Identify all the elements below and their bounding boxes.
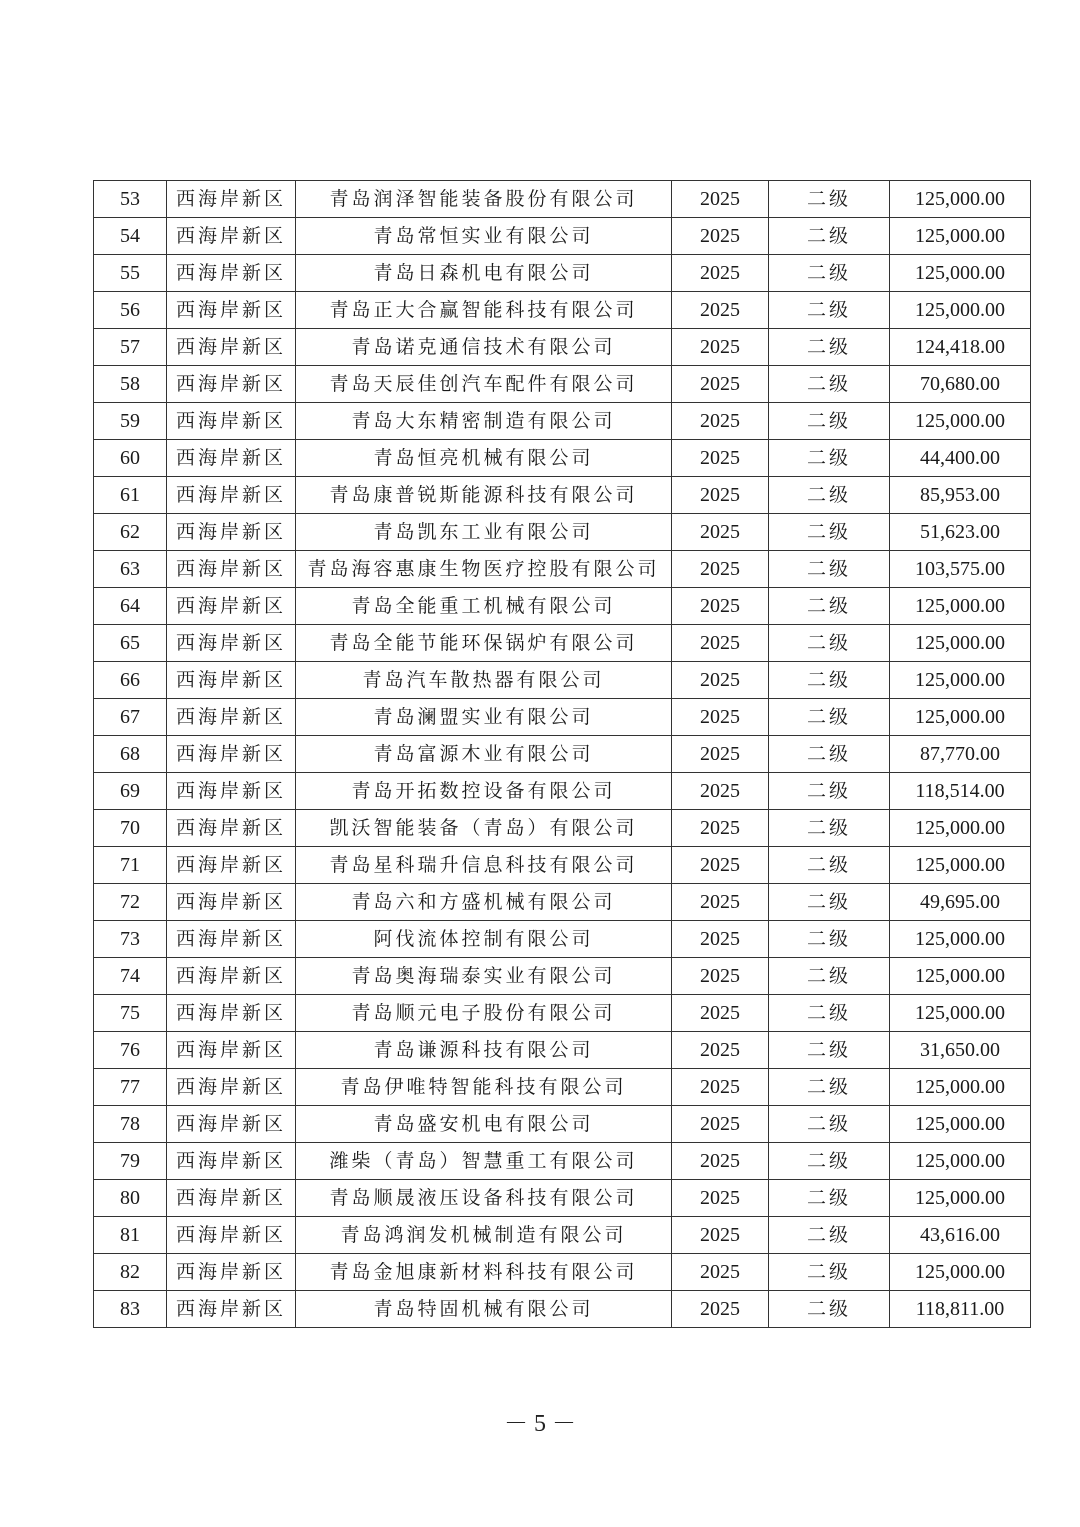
- year-cell: 2025: [672, 255, 769, 292]
- district-cell: 西海岸新区: [167, 810, 296, 847]
- row-number-cell: 60: [94, 440, 167, 477]
- table-row: [94, 551, 1031, 588]
- district-cell: 西海岸新区: [167, 1143, 296, 1180]
- table-row: [94, 366, 1031, 403]
- row-number-cell: 73: [94, 921, 167, 958]
- company-name-cell: 青岛凯东工业有限公司: [296, 514, 672, 551]
- level-cell: 二级: [769, 181, 890, 218]
- company-name-cell: 青岛澜盟实业有限公司: [296, 699, 672, 736]
- company-table: [93, 180, 1031, 1328]
- level-cell: 二级: [769, 514, 890, 551]
- level-cell: 二级: [769, 1032, 890, 1069]
- company-name-cell: 青岛正大合赢智能科技有限公司: [296, 292, 672, 329]
- row-number-cell: 59: [94, 403, 167, 440]
- table-row: [94, 884, 1031, 921]
- company-name-cell: 青岛日森机电有限公司: [296, 255, 672, 292]
- level-cell: 二级: [769, 477, 890, 514]
- level-cell: 二级: [769, 366, 890, 403]
- amount-cell: 31,650.00: [890, 1032, 1031, 1069]
- company-name-cell: 青岛汽车散热器有限公司: [296, 662, 672, 699]
- table-row: [94, 440, 1031, 477]
- amount-cell: 125,000.00: [890, 292, 1031, 329]
- level-cell: 二级: [769, 218, 890, 255]
- year-cell: 2025: [672, 810, 769, 847]
- row-number-cell: 68: [94, 736, 167, 773]
- company-name-cell: 青岛全能重工机械有限公司: [296, 588, 672, 625]
- table-row: [94, 477, 1031, 514]
- year-cell: 2025: [672, 736, 769, 773]
- amount-cell: 124,418.00: [890, 329, 1031, 366]
- row-number-cell: 67: [94, 699, 167, 736]
- year-cell: 2025: [672, 773, 769, 810]
- table-row: [94, 810, 1031, 847]
- level-cell: 二级: [769, 958, 890, 995]
- level-cell: 二级: [769, 255, 890, 292]
- table-row: [94, 1217, 1031, 1254]
- district-cell: 西海岸新区: [167, 403, 296, 440]
- year-cell: 2025: [672, 884, 769, 921]
- year-cell: 2025: [672, 662, 769, 699]
- year-cell: 2025: [672, 181, 769, 218]
- table-row: [94, 958, 1031, 995]
- amount-cell: 125,000.00: [890, 1106, 1031, 1143]
- year-cell: 2025: [672, 1069, 769, 1106]
- company-name-cell: 青岛全能节能环保锅炉有限公司: [296, 625, 672, 662]
- district-cell: 西海岸新区: [167, 1180, 296, 1217]
- level-cell: 二级: [769, 551, 890, 588]
- amount-cell: 43,616.00: [890, 1217, 1031, 1254]
- amount-cell: 125,000.00: [890, 1069, 1031, 1106]
- company-name-cell: 凯沃智能装备（青岛）有限公司: [296, 810, 672, 847]
- level-cell: 二级: [769, 995, 890, 1032]
- year-cell: 2025: [672, 699, 769, 736]
- district-cell: 西海岸新区: [167, 1217, 296, 1254]
- company-name-cell: 青岛康普锐斯能源科技有限公司: [296, 477, 672, 514]
- level-cell: 二级: [769, 1217, 890, 1254]
- row-number-cell: 54: [94, 218, 167, 255]
- district-cell: 西海岸新区: [167, 1106, 296, 1143]
- company-name-cell: 青岛恒亮机械有限公司: [296, 440, 672, 477]
- year-cell: 2025: [672, 477, 769, 514]
- level-cell: 二级: [769, 329, 890, 366]
- district-cell: 西海岸新区: [167, 625, 296, 662]
- level-cell: 二级: [769, 662, 890, 699]
- amount-cell: 125,000.00: [890, 1254, 1031, 1291]
- level-cell: 二级: [769, 1143, 890, 1180]
- level-cell: 二级: [769, 1106, 890, 1143]
- district-cell: 西海岸新区: [167, 1254, 296, 1291]
- table-row: [94, 255, 1031, 292]
- company-name-cell: 青岛星科瑞升信息科技有限公司: [296, 847, 672, 884]
- year-cell: 2025: [672, 1254, 769, 1291]
- table-row: [94, 625, 1031, 662]
- year-cell: 2025: [672, 1106, 769, 1143]
- company-name-cell: 青岛天辰佳创汽车配件有限公司: [296, 366, 672, 403]
- company-name-cell: 青岛金旭康新材料科技有限公司: [296, 1254, 672, 1291]
- level-cell: 二级: [769, 884, 890, 921]
- table-row: [94, 995, 1031, 1032]
- company-name-cell: 青岛六和方盛机械有限公司: [296, 884, 672, 921]
- amount-cell: 125,000.00: [890, 921, 1031, 958]
- company-name-cell: 青岛开拓数控设备有限公司: [296, 773, 672, 810]
- row-number-cell: 58: [94, 366, 167, 403]
- year-cell: 2025: [672, 1143, 769, 1180]
- company-name-cell: 青岛盛安机电有限公司: [296, 1106, 672, 1143]
- table-row: [94, 403, 1031, 440]
- year-cell: 2025: [672, 958, 769, 995]
- table-row: [94, 588, 1031, 625]
- district-cell: 西海岸新区: [167, 218, 296, 255]
- table-row: [94, 329, 1031, 366]
- row-number-cell: 65: [94, 625, 167, 662]
- level-cell: 二级: [769, 1254, 890, 1291]
- year-cell: 2025: [672, 514, 769, 551]
- district-cell: 西海岸新区: [167, 329, 296, 366]
- level-cell: 二级: [769, 847, 890, 884]
- company-name-cell: 青岛常恒实业有限公司: [296, 218, 672, 255]
- district-cell: 西海岸新区: [167, 551, 296, 588]
- company-name-cell: 青岛顺元电子股份有限公司: [296, 995, 672, 1032]
- year-cell: 2025: [672, 995, 769, 1032]
- district-cell: 西海岸新区: [167, 995, 296, 1032]
- row-number-cell: 72: [94, 884, 167, 921]
- row-number-cell: 75: [94, 995, 167, 1032]
- table-row: [94, 847, 1031, 884]
- district-cell: 西海岸新区: [167, 884, 296, 921]
- amount-cell: 49,695.00: [890, 884, 1031, 921]
- amount-cell: 125,000.00: [890, 181, 1031, 218]
- amount-cell: 125,000.00: [890, 625, 1031, 662]
- district-cell: 西海岸新区: [167, 477, 296, 514]
- amount-cell: 125,000.00: [890, 255, 1031, 292]
- row-number-cell: 77: [94, 1069, 167, 1106]
- company-name-cell: 青岛大东精密制造有限公司: [296, 403, 672, 440]
- amount-cell: 87,770.00: [890, 736, 1031, 773]
- table-row: [94, 662, 1031, 699]
- amount-cell: 125,000.00: [890, 810, 1031, 847]
- row-number-cell: 64: [94, 588, 167, 625]
- row-number-cell: 74: [94, 958, 167, 995]
- row-number-cell: 82: [94, 1254, 167, 1291]
- year-cell: 2025: [672, 625, 769, 662]
- amount-cell: 118,514.00: [890, 773, 1031, 810]
- district-cell: 西海岸新区: [167, 292, 296, 329]
- company-name-cell: 青岛鸿润发机械制造有限公司: [296, 1217, 672, 1254]
- district-cell: 西海岸新区: [167, 588, 296, 625]
- district-cell: 西海岸新区: [167, 1069, 296, 1106]
- company-name-cell: 潍柴（青岛）智慧重工有限公司: [296, 1143, 672, 1180]
- table-row: [94, 1143, 1031, 1180]
- amount-cell: 125,000.00: [890, 958, 1031, 995]
- district-cell: 西海岸新区: [167, 847, 296, 884]
- district-cell: 西海岸新区: [167, 1032, 296, 1069]
- amount-cell: 125,000.00: [890, 1180, 1031, 1217]
- table-row: [94, 1291, 1031, 1328]
- row-number-cell: 62: [94, 514, 167, 551]
- district-cell: 西海岸新区: [167, 514, 296, 551]
- amount-cell: 125,000.00: [890, 699, 1031, 736]
- district-cell: 西海岸新区: [167, 958, 296, 995]
- row-number-cell: 61: [94, 477, 167, 514]
- district-cell: 西海岸新区: [167, 1291, 296, 1328]
- year-cell: 2025: [672, 403, 769, 440]
- district-cell: 西海岸新区: [167, 736, 296, 773]
- table-row: [94, 773, 1031, 810]
- row-number-cell: 83: [94, 1291, 167, 1328]
- table-body: [94, 181, 1031, 1328]
- company-name-cell: 阿伐流体控制有限公司: [296, 921, 672, 958]
- year-cell: 2025: [672, 1180, 769, 1217]
- amount-cell: 125,000.00: [890, 662, 1031, 699]
- company-name-cell: 青岛富源木业有限公司: [296, 736, 672, 773]
- table-row: [94, 181, 1031, 218]
- district-cell: 西海岸新区: [167, 662, 296, 699]
- table-row: [94, 292, 1031, 329]
- level-cell: 二级: [769, 403, 890, 440]
- amount-cell: 118,811.00: [890, 1291, 1031, 1328]
- year-cell: 2025: [672, 366, 769, 403]
- table-row: [94, 1069, 1031, 1106]
- row-number-cell: 71: [94, 847, 167, 884]
- row-number-cell: 80: [94, 1180, 167, 1217]
- level-cell: 二级: [769, 736, 890, 773]
- table-row: [94, 736, 1031, 773]
- row-number-cell: 66: [94, 662, 167, 699]
- amount-cell: 125,000.00: [890, 1143, 1031, 1180]
- company-name-cell: 青岛奥海瑞泰实业有限公司: [296, 958, 672, 995]
- level-cell: 二级: [769, 810, 890, 847]
- company-name-cell: 青岛谦源科技有限公司: [296, 1032, 672, 1069]
- table-row: [94, 1254, 1031, 1291]
- level-cell: 二级: [769, 773, 890, 810]
- company-name-cell: 青岛诺克通信技术有限公司: [296, 329, 672, 366]
- table-row: [94, 514, 1031, 551]
- year-cell: 2025: [672, 440, 769, 477]
- amount-cell: 70,680.00: [890, 366, 1031, 403]
- company-name-cell: 青岛润泽智能装备股份有限公司: [296, 181, 672, 218]
- level-cell: 二级: [769, 588, 890, 625]
- row-number-cell: 57: [94, 329, 167, 366]
- company-name-cell: 青岛伊唯特智能科技有限公司: [296, 1069, 672, 1106]
- table-row: [94, 218, 1031, 255]
- year-cell: 2025: [672, 1217, 769, 1254]
- amount-cell: 85,953.00: [890, 477, 1031, 514]
- row-number-cell: 70: [94, 810, 167, 847]
- company-name-cell: 青岛顺晟液压设备科技有限公司: [296, 1180, 672, 1217]
- amount-cell: 103,575.00: [890, 551, 1031, 588]
- level-cell: 二级: [769, 625, 890, 662]
- district-cell: 西海岸新区: [167, 181, 296, 218]
- level-cell: 二级: [769, 1180, 890, 1217]
- row-number-cell: 69: [94, 773, 167, 810]
- year-cell: 2025: [672, 588, 769, 625]
- row-number-cell: 79: [94, 1143, 167, 1180]
- level-cell: 二级: [769, 1291, 890, 1328]
- amount-cell: 125,000.00: [890, 403, 1031, 440]
- year-cell: 2025: [672, 1032, 769, 1069]
- district-cell: 西海岸新区: [167, 366, 296, 403]
- level-cell: 二级: [769, 921, 890, 958]
- year-cell: 2025: [672, 847, 769, 884]
- level-cell: 二级: [769, 699, 890, 736]
- row-number-cell: 56: [94, 292, 167, 329]
- amount-cell: 125,000.00: [890, 588, 1031, 625]
- amount-cell: 125,000.00: [890, 995, 1031, 1032]
- year-cell: 2025: [672, 1291, 769, 1328]
- company-name-cell: 青岛特固机械有限公司: [296, 1291, 672, 1328]
- table-row: [94, 1032, 1031, 1069]
- amount-cell: 125,000.00: [890, 847, 1031, 884]
- year-cell: 2025: [672, 329, 769, 366]
- page-number: － 5 －: [504, 1411, 576, 1437]
- level-cell: 二级: [769, 292, 890, 329]
- year-cell: 2025: [672, 921, 769, 958]
- year-cell: 2025: [672, 218, 769, 255]
- table-row: [94, 699, 1031, 736]
- row-number-cell: 78: [94, 1106, 167, 1143]
- table-row: [94, 921, 1031, 958]
- amount-cell: 51,623.00: [890, 514, 1031, 551]
- district-cell: 西海岸新区: [167, 773, 296, 810]
- row-number-cell: 53: [94, 181, 167, 218]
- table-row: [94, 1106, 1031, 1143]
- year-cell: 2025: [672, 292, 769, 329]
- row-number-cell: 76: [94, 1032, 167, 1069]
- level-cell: 二级: [769, 1069, 890, 1106]
- row-number-cell: 55: [94, 255, 167, 292]
- table-row: [94, 1180, 1031, 1217]
- row-number-cell: 63: [94, 551, 167, 588]
- level-cell: 二级: [769, 440, 890, 477]
- year-cell: 2025: [672, 551, 769, 588]
- district-cell: 西海岸新区: [167, 699, 296, 736]
- district-cell: 西海岸新区: [167, 440, 296, 477]
- row-number-cell: 81: [94, 1217, 167, 1254]
- district-cell: 西海岸新区: [167, 255, 296, 292]
- amount-cell: 125,000.00: [890, 218, 1031, 255]
- district-cell: 西海岸新区: [167, 921, 296, 958]
- amount-cell: 44,400.00: [890, 440, 1031, 477]
- company-name-cell: 青岛海容惠康生物医疗控股有限公司: [296, 551, 672, 588]
